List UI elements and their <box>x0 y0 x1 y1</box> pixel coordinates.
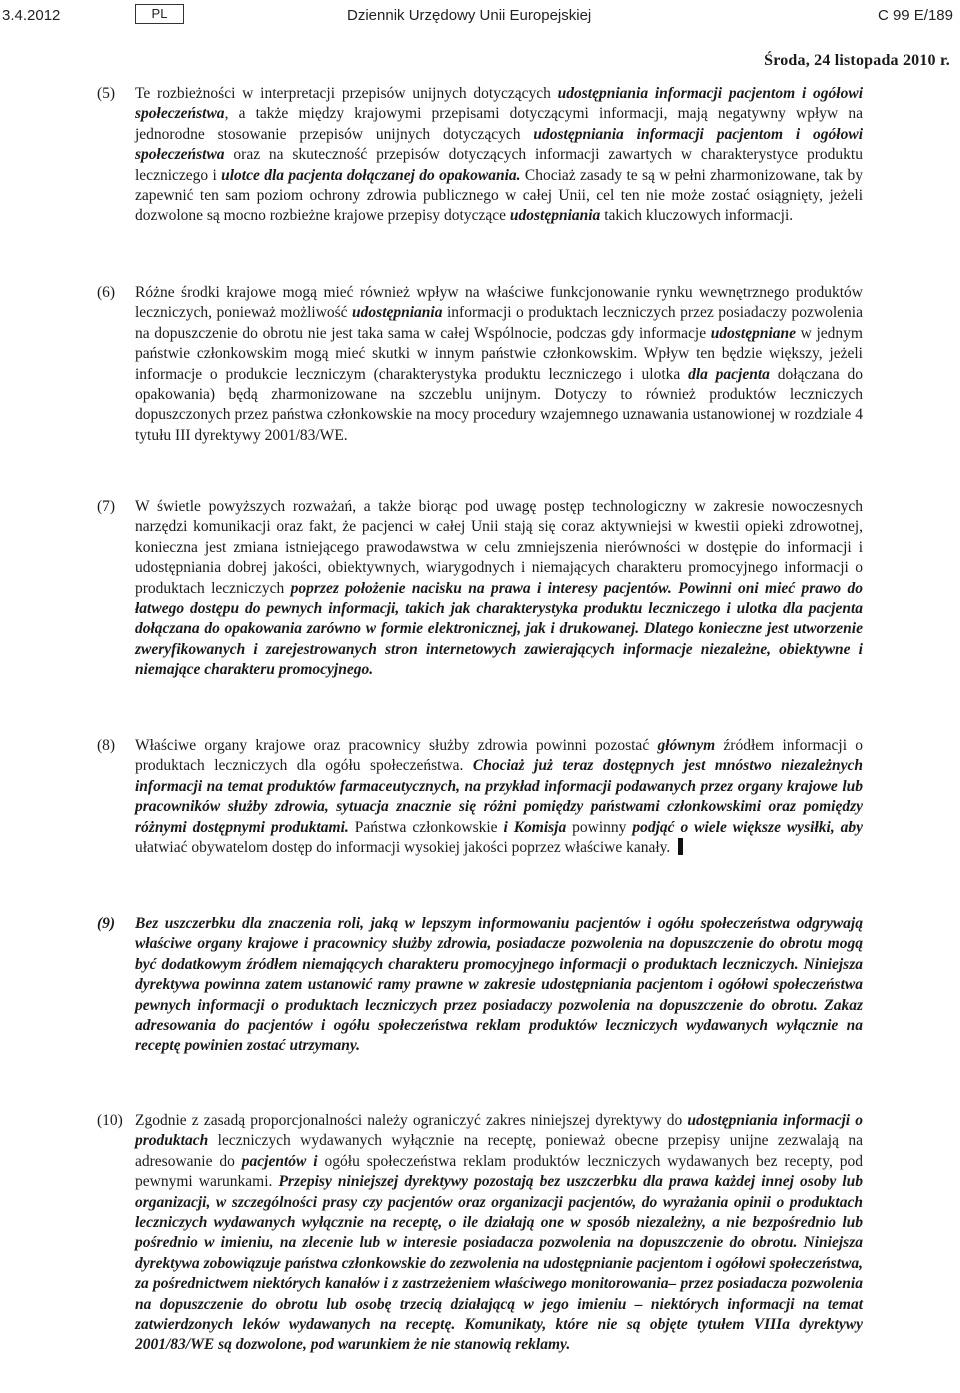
recital-text <box>135 283 863 446</box>
amended-text: poprzez położenie nacisku na prawa i interesy pacjentów. Powinni oni mieć prawo do łatwego dostępu do pewnych informacji, takich jak charakterystyka produktu leczniczego i ulotka dla pacjenta dołączana do opakowania zarówno w formie elektronicznej, jak i drukowanej. Dlatego konieczne jest utworzenie zweryfikowanych i zarejestrowanych stron internetowych zawierających informacje niezależne, obiektywne i niemające charakteru promocyjnego. <box>135 579 863 679</box>
sitting-date: Środa, 24 listopada 2010 r. <box>764 52 950 69</box>
text-segment: Właściwe organy krajowe oraz pracownicy służby zdrowia powinni pozostać <box>135 737 658 754</box>
recital-number: (8) <box>97 737 116 754</box>
text-segment: Państwa członkowskie <box>348 818 504 836</box>
amended-text: dla pacjenta <box>688 365 770 383</box>
text-segment: W świetle powyższych rozważań, a także biorąc pod uwagę postęp technologiczny w zakresie nowoczesnych narzędzi komunikacji oraz fakt, że pacjenci w całej Unii stają się coraz aktywniejsi w kwestii opieki zdrowotnej, konieczna jest zmiana istniejącego prawodawstwa w celu zmniejszenia nierówności w dostępie do informacji i udostępniania dobrej jakości, obiektywnych, wiarygodnych i niemających charakteru promocyjnego informacji o produktach leczniczych <box>135 498 863 597</box>
recital-number: (6) <box>97 284 116 301</box>
text-segment: powinny <box>566 818 633 836</box>
recital-text <box>135 914 863 1057</box>
text-segment: oraz na skuteczność przepisów dotyczących informacji zawartych w charakterystyce produktu leczniczego i <box>135 146 863 184</box>
amended-text: udostępniane <box>710 324 796 342</box>
amended-text: Przepisy niniejszej dyrektywy pozostają bez uszczerbku dla prawa każdej innej osoby lub organizacji, w szczególności prasy czy pacjentów oraz organizacji pacjentów, do wyrażania opinii o produktach leczniczych wydawanych wyłącznie na receptę, o ile działają one w sposób niezależny, a nie bezpośrednio lub pośrednio w imieniu, na zlecenie lub w interesie posiadacza pozwolenia na dopuszczenie do obrotu. Niniejsza dyrektywa zobowiązuje państwa członkowskie do zezwolenia na udostępnianie pacjentom i ogółowi społeczeństwa, za pośrednictwem niektórych kanałów i z zastrzeżeniem właściwego monitorowania– przez posiadacza pozwolenia na dopuszczenie do obrotu lub osobę trzecią działającą w jego imieniu – niektórych informacji na temat zatwierdzonych leków wydawanych na receptę. Komunikaty, które nie są objęte tytułem VIIIa dyrektywy 2001/83/WE są dozwolone, pod warunkiem że nie stanowią reklamy. <box>135 1173 863 1354</box>
amended-text: Chociaż już teraz dostępnych jest mnóstwo niezależnych informacji na temat produktów farmaceutycznych, na przykład informacji podawanych przez organy krajowe lub pracowników służby zdrowia, sytuacja znacznie się różni pomiędzy państwami członkowskimi oraz pomiędzy różnymi dostępnymi produktami. <box>135 757 863 836</box>
text-segment: leczniczych wydawanych wyłącznie na receptę, ponieważ obecne przepisy unijne zezwalają na adresowanie do <box>135 1132 863 1170</box>
text-segment: ogółu społeczeństwa reklam produktów leczniczych wydawanych bez recepty, pod pewnymi warunkami. <box>135 1152 864 1191</box>
journal-title: Dziennik Urzędowy Unii Europejskiej <box>347 7 592 24</box>
amended-text: udostępniania informacji pacjentom i ogółowi społeczeństwa <box>135 125 863 164</box>
text-segment: w jednym państwie członkowskim mogą mieć skutki w innym państwie członkowskim. Wpływ ten będzie większy, jeżeli informacje o produkcie leczniczym (charakterystyka produktu leczniczego i ulotka <box>135 324 863 383</box>
amended-text: ulotce dla pacjenta dołączanej do opakowania. <box>221 166 521 184</box>
text-segment: Te rozbieżności w interpretacji przepisów unijnych dotyczących <box>135 85 558 102</box>
amended-text: pacjentów i <box>241 1152 318 1170</box>
recital-number: (7) <box>97 498 116 515</box>
recital-number: (10) <box>97 1112 123 1129</box>
recital-text <box>135 736 863 858</box>
amended-text: udostępniania informacji pacjentom i ogółowi społeczeństwa <box>135 85 863 123</box>
text-segment: , a także między krajowymi przepisami dotyczącymi informacji, mają negatywny wpływ na jednorodne stosowanie przepisów unijnych dotyczących <box>135 105 863 143</box>
amendment-end-marker <box>678 838 683 855</box>
amended-text: i Komisja <box>503 818 567 836</box>
text-segment: ułatwiać obywatelom dostęp do informacji wysokiej jakości poprzez właściwe kanały. <box>135 839 671 857</box>
amended-text: udostępniania <box>352 304 443 322</box>
amended-text: udostępniania <box>509 207 601 225</box>
amended-text: podjąć o wiele większe wysiłki, aby <box>632 818 863 836</box>
language-badge: PL <box>135 4 184 24</box>
page-header <box>0 0 960 34</box>
recital-text <box>135 497 863 681</box>
text-segment: takich kluczowych informacji. <box>600 207 794 225</box>
journal-reference: C 99 E/189 <box>877 7 953 24</box>
text-segment: dołączana do opakowania) będą zharmonizowane na szczeblu unijnym. Dotyczy to również produktów leczniczych dopuszczonych przez państwa członkowskie na mocy procedury wzajemnego uznawania ustanowionej w rozdziale 4 tytułu III dyrektywy 2001/83/WE. <box>135 365 863 444</box>
amended-text: Bez uszczerbku dla znaczenia roli, jaką w lepszym informowaniu pacjentów i ogółu społeczeństwa odgrywają właściwe organy krajowe i pracownicy służby zdrowia, posiadacze pozwolenia na dopuszczenie do obrotu mogą być dodatkowym źródłem niemających charakteru promocyjnego informacji o produktach leczniczych. Niniejsza dyrektywa powinna zatem ustanowić ramy prawne w zakresie udostępniania pacjentom i ogółowi społeczeństwa pewnych informacji o produktach leczniczych przez posiadaczy pozwolenia na dopuszczenie do obrotu. Zakaz adresowania do pacjentów i ogółu społeczeństwa reklam produktów leczniczych wydawanych wyłącznie na receptę powinien zostać utrzymany. <box>135 915 863 1055</box>
text-segment: informacji o produktach leczniczych przez posiadaczy pozwolenia na dopuszczenie do obrotu nie jest taka sama w całej Wspólnocie, podczas gdy informacje <box>135 304 863 342</box>
amended-text: udostępniania informacji o produktach <box>135 1112 863 1150</box>
recital-text <box>135 1111 863 1356</box>
recital-number: (9) <box>97 915 116 932</box>
publication-date: 3.4.2012 <box>2 7 61 24</box>
recital-text <box>135 84 863 227</box>
text-segment: źródłem informacji o produktach leczniczych dla ogółu społeczeństwa. <box>135 737 864 775</box>
text-segment: Różne środki krajowe mogą mieć również wpływ na właściwe funkcjonowanie rynku wewnętrznego produktów leczniczych, ponieważ możliwość <box>135 284 863 322</box>
text-segment: Chociaż zasady te są w pełni zharmonizowane, tak by zapewnić ten sam poziom ochrony zdrowia publicznego w całej Unii, cel ten nie może zostać osiągnięty, jeżeli dozwolone są mocno rozbieżne krajowe przepisy dotyczące <box>135 166 863 225</box>
recital-number: (5) <box>97 85 116 102</box>
amended-text: głównym <box>657 737 716 754</box>
text-segment: Zgodnie z zasadą proporcjonalności należy ograniczyć zakres niniejszej dyrektywy do <box>135 1112 688 1129</box>
